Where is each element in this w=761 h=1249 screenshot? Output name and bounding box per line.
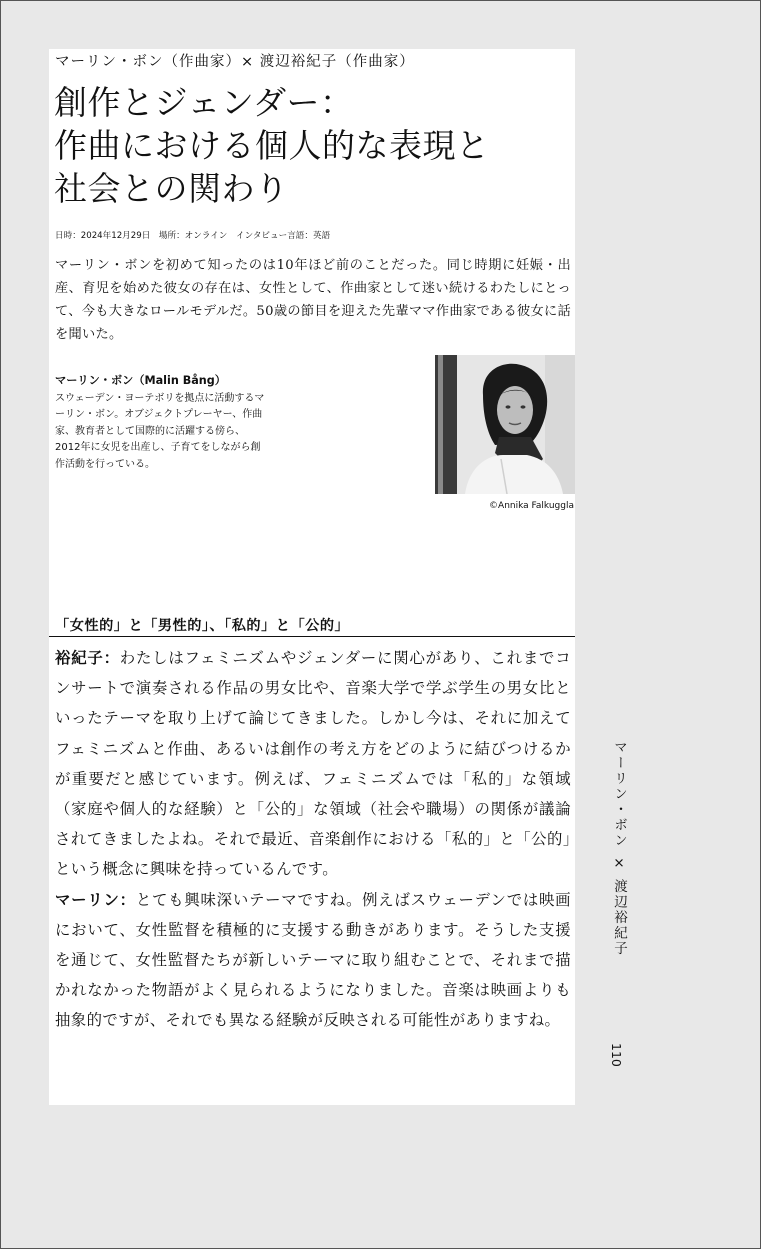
byline: マーリン・ボン（作曲家）× 渡辺裕紀子（作曲家） (55, 54, 415, 70)
dialogue (55, 643, 571, 1036)
title-line-3: 社会との関わり (54, 169, 289, 208)
dialogue-text-1: わたしはフェミニズムやジェンダーに関心があり、これまでコンサートで演奏される作品の男女比や、音楽大学で学ぶ学生の男女比といったテーマを取り上げて論じてきました。しかし今は、それに加えてフェミニズムと作曲、あるいは創作の考え方をどのように結びつけるかが重要だと感じています。例えば、フェミニズムでは「私的」な領域（家庭や個人的な経験）と「公的」な領域（社会や職場）の関係が議論されてきましたよね。それで最近、音楽創作における「私的」と「公的」という概念に興味を持っているんです。 (55, 649, 571, 879)
section-heading: 「女性的」と「男性的」、「私的」と「公的」 (55, 618, 350, 634)
speaker-label-1: 裕紀子： (55, 649, 120, 667)
page-number: 110 (609, 1043, 624, 1067)
lead-paragraph: マーリン・ボンを初めて知ったのは10年ほど前のことだった。同じ時期に妊娠・出産、育児を始めた彼女の存在は、女性として、作曲家として迷い続けるわたしにとって、今も大きなロールモデルだ。50歳の節目を迎えた先輩ママ作曲家である彼女に話を聞いた。 (55, 258, 571, 342)
dialogue-paragraph-1 (55, 643, 571, 885)
profile-bio: スウェーデン・ヨーテボリを拠点に活動するマーリン・ボン。オブジェクトプレーヤー、作曲家、教育者として国際的に活躍する傍ら、2012年に女児を出産し、子育てをしながら創作活動を行っている。 (55, 393, 265, 470)
dialogue-text-2: とても興味深いテーマですね。例えばスウェーデンでは映画において、女性監督を積極的に支援する動きがあります。そうした支援を通じて、女性監督たちが新しいテーマに取り組むことで、それまで描かれなかった物語がよく見られるようになりました。音楽は映画よりも抽象的ですが、それでも異なる経験が反映される可能性がありますね。 (55, 890, 571, 1030)
portrait-photo (435, 355, 575, 494)
section-divider (49, 636, 575, 637)
interview-meta: 日時：2024年12月29日 場所：オンライン インタビュー言語：英語 (55, 231, 331, 241)
running-head: マーリン・ボン × 渡辺裕紀子 (611, 740, 627, 957)
photo-credit: ©Annika Falkuggla (489, 501, 574, 511)
title-line-2: 作曲における個人的な表現と (54, 126, 490, 165)
article-page (49, 49, 575, 1105)
article-title (54, 81, 574, 210)
speaker-label-2: マーリン： (55, 890, 136, 909)
portrait-illustration (435, 355, 575, 494)
title-line-1: 創作とジェンダー： (54, 83, 354, 122)
dialogue-paragraph-2 (55, 885, 571, 1036)
profile-name: マーリン・ボン（Malin Bång） (55, 374, 226, 387)
